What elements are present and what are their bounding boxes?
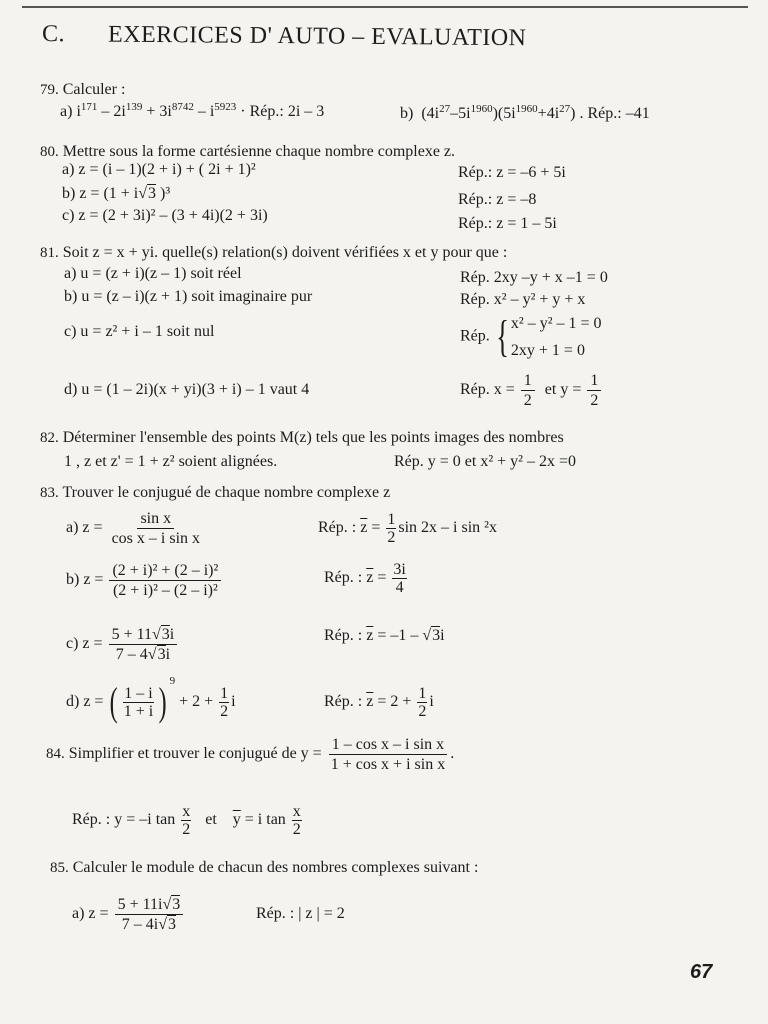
answer-label: Rép. : — [324, 627, 363, 644]
equation-1: x² – y² – 1 = 0 — [510, 315, 602, 332]
exercise-prompt: Simplifier et trouver le conjugué de y = — [68, 745, 322, 762]
exercise-number: 85. — [50, 860, 69, 876]
exercise-prompt: Mettre sous la forme cartésienne chaque nombre complexe z. — [62, 143, 456, 160]
item-label: b) z = — [66, 571, 104, 588]
answer: Rép. y = 0 et x² + y² – 2x =0 — [394, 453, 576, 470]
exercise-number: 81. — [40, 245, 59, 261]
answer: Rép.: z = –6 + 5i — [458, 164, 566, 181]
answer: Rép. : y = –i tan $\frac{x}{2}$ et $\overline{y} = i$ tan $\frac{x}{2}$ — [72, 802, 301, 838]
answer: Rép.: z = –8 — [458, 191, 537, 208]
answer-label: Rép. x = — [460, 381, 515, 398]
exercise-prompt: Trouver le conjugué de chaque nombre complexe z — [62, 484, 391, 501]
exercise-83-a — [66, 508, 205, 548]
exercise-prompt: Soit z = x + yi. quelle(s) relation(s) doivent vérifiées x et y pour que : — [62, 244, 508, 261]
exercise-number: 84. — [46, 746, 65, 762]
exercise-79-b: b) $(4i^{27}-5i^{1960})(5i^{1960}+4i^{27})$ . Rép.: –41 — [400, 103, 650, 122]
exercise-prompt: Déterminer l'ensemble des points M(z) tels que les points images des nombres — [62, 429, 564, 446]
exercise-number: 79. — [40, 82, 59, 98]
exercise-80-c: c) z = (2 + 3i)² – (3 + 4i)(2 + 3i) — [62, 207, 268, 224]
answer: Rép. : $\overline{z} = 2$ + $\frac{1}{2}$ i — [324, 684, 434, 720]
exercise-81-c: c) u = z² + i – 1 soit nul — [64, 323, 215, 340]
item-text: b) z = (1 + i — [62, 185, 139, 202]
page-title: EXERCICES D' AUTO – EVALUATION — [107, 21, 527, 52]
fraction — [109, 561, 221, 600]
page-number: 67 — [690, 961, 713, 983]
item-label: a) — [60, 103, 73, 120]
exercise-85-a — [72, 892, 185, 936]
numerator: 1 – cos x – i sin x — [329, 735, 447, 755]
denominator: cos x – i sin x — [111, 529, 201, 547]
exercise-83 — [40, 483, 390, 503]
answer-label: Rép. : — [318, 519, 357, 536]
answer: Rép. : $\overline{z}$ = $\frac{3i}{4}$ — [324, 560, 406, 596]
fraction — [109, 509, 203, 548]
exercise-82 — [40, 428, 564, 448]
fraction: $\frac{1}{2}$ — [587, 371, 601, 410]
answer-label: Rép. : y = –i tan — [72, 811, 176, 828]
answer: Rép. : $\overline{z} = -1 - √3i$ — [324, 627, 445, 644]
exercise-84: 84. Simplifier et trouver le conjugué de y = $\frac{\text{1 – cos x – i sin x}}{\text{1 + cos x + i sin x}}$ . — [46, 735, 455, 773]
numerator: sin x — [137, 509, 174, 529]
exercise-85 — [50, 858, 478, 878]
top-rule — [22, 6, 748, 8]
exercise-81-a: a) u = (z + i)(z – 1) soit réel — [64, 265, 242, 282]
exercise-prompt: Calculer : — [62, 81, 126, 98]
answer: Rép. 2xy –y + x –1 = 0 — [460, 269, 608, 286]
item-label: c) z = — [66, 635, 103, 652]
fraction: $\frac{5 + 11i√3}{7 - 4i√3}$ — [115, 895, 184, 934]
answer: Rép.: –41 — [587, 105, 650, 122]
exercise-81-b: b) u = (z – i)(z + 1) soit imaginaire pur — [64, 288, 313, 305]
exercise-80-a: a) z = (i – 1)(2 + i) + ( 2i + 1)² — [62, 161, 256, 178]
answer: Rép. : | z | = 2 — [256, 905, 345, 922]
answer: Rép.: 2i – 3 — [249, 103, 325, 120]
fraction — [328, 735, 449, 774]
denominator: (2 + i)² – (2 – i)² — [112, 581, 218, 599]
answer-label: Rép. : — [324, 569, 363, 586]
exercise-80 — [40, 142, 455, 162]
numerator: (2 + i)² + (2 – i)² — [109, 561, 221, 581]
answer — [460, 370, 603, 410]
answer-conj: et y = — [544, 381, 582, 398]
exercise-83-b — [66, 560, 223, 600]
denominator: 1 + cos x + i sin x — [330, 755, 446, 773]
item-label: d) z = — [66, 693, 104, 710]
exercise-number: 80. — [40, 144, 59, 160]
item-label: b) — [400, 105, 414, 122]
exercise-83-d: d) z = ( $\frac{1 - i}{1 + i}$ ) $^9$ + 2 + $\frac{1}{2}$ i — [66, 675, 236, 725]
exercise-79 — [40, 80, 125, 100]
equation-2: 2xy + 1 = 0 — [510, 342, 585, 359]
brace-icon: { — [496, 312, 509, 361]
answer-system — [460, 310, 602, 364]
answer: Rép.: z = 1 – 5i — [458, 215, 557, 232]
exercise-81-d: d) u = (1 – 2i)(x + yi)(3 + i) – 1 vaut 4 — [64, 381, 310, 398]
section-letter: C. — [41, 21, 66, 48]
exercise-83-c — [66, 624, 179, 664]
item-text-end: )³ — [156, 185, 171, 202]
item-label: a) z = — [66, 519, 103, 536]
item-label: a) z = — [72, 905, 109, 922]
exercise-82-line2: 1 , z et z' = 1 + z² soient alignées. — [64, 453, 278, 470]
exercise-number: 82. — [40, 430, 59, 446]
fraction: $\frac{5 + 11√3i}{7 - 4√3i}$ — [109, 625, 178, 664]
section-header — [41, 21, 527, 52]
fraction: $\frac{1}{2}$ — [521, 371, 535, 410]
answer-label: Rép. : — [324, 693, 363, 710]
exercise-79-a: a) $i^{171} - 2i^{139} + 3i^{8742} - i^{5923}$ · Rép.: 2i – 3 — [60, 101, 325, 120]
answer: Rép. x² – y² + y + x — [460, 291, 586, 308]
answer-conj: et — [205, 811, 217, 828]
exercise-81 — [40, 243, 507, 263]
exercise-number: 83. — [40, 485, 59, 501]
answer-label: Rép. — [460, 327, 490, 345]
exercise-prompt: Calculer le module de chacun des nombres complexes suivant : — [72, 859, 479, 876]
answer: Rép. : $\overline{z}$ = $\frac{1}{2}$ sin 2x – i sin ²x — [318, 510, 497, 546]
exercise-80-b: b) z = (1 + i√3 )³ — [62, 185, 171, 202]
